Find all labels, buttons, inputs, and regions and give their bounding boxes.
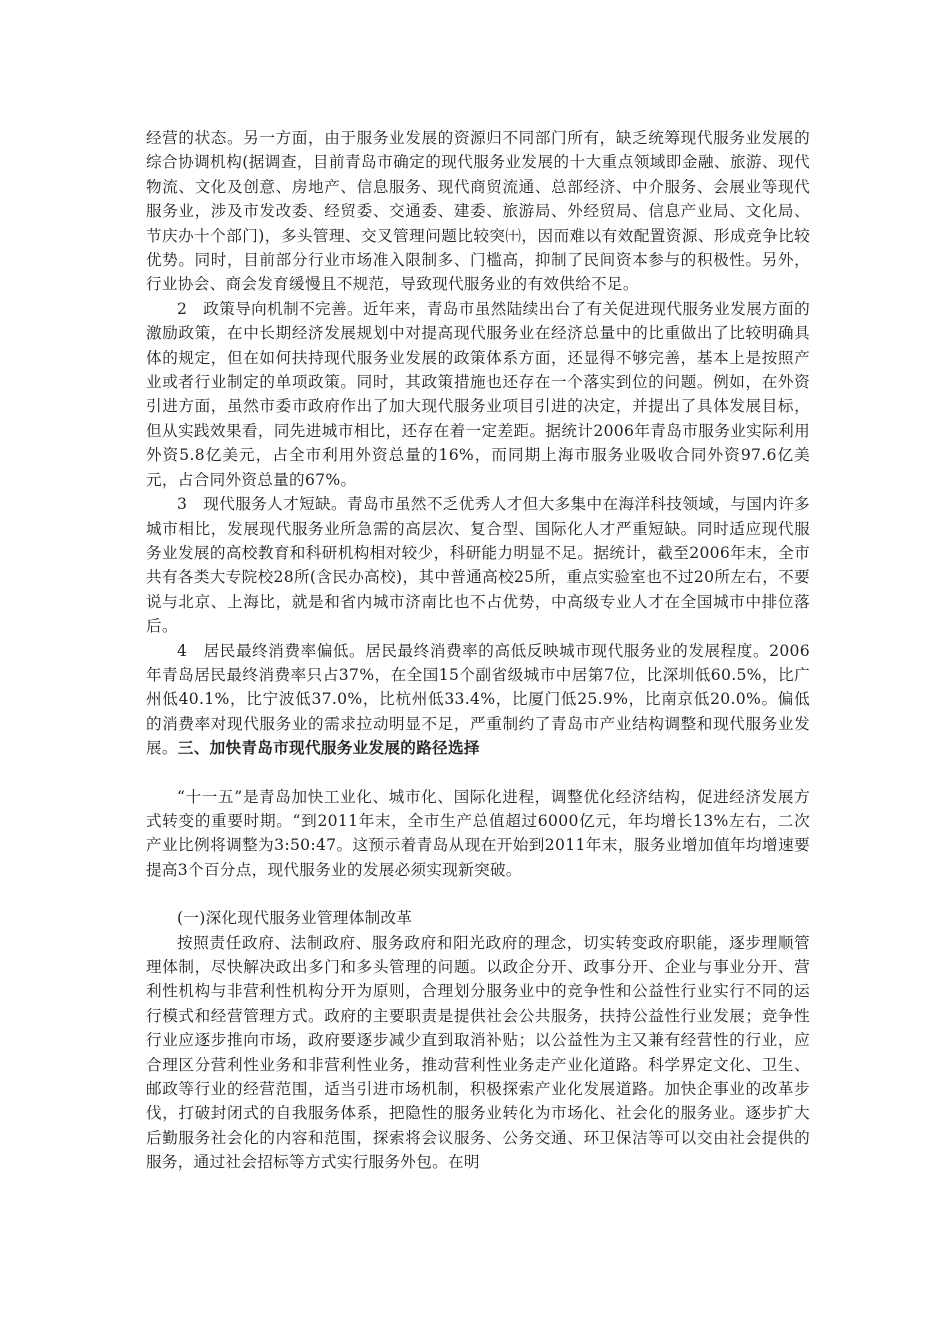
paragraph-five-year-plan: “十一五”是青岛加快工业化、城市化、国际化进程，调整优化经济结构，促进经济发展方式转变的重要时期。“到2011年末，全市生产总值超过6000亿元，年均增长13%左右，二次产业比例将调整为3:50:47。这预示着青岛从现在开始到2011年末，服务业增加值年均增速要提高3个百分点，现代服务业的发展必须实现新突破。 xyxy=(146,787,810,879)
paragraph-talent: 3 现代服务人才短缺。青岛市虽然不乏优秀人才但大多集中在海洋科技领域，与国内许多城市相比，发展现代服务业所急需的高层次、复合型、国际化人才严重短缺。同时适应现代服务业发展的高校教育和科研机构相对较少，科研能力明显不足。据统计，截至2006年末，全市共有各类大专院校28所(含民办高校)，其中普通高校25所，重点实验室也不过20所左右，不要说与北京、上海比，就是和省内城市济南比也不占优势，中高级专业人才在全国城市中排位落后。 xyxy=(146,495,810,636)
document-page xyxy=(146,126,810,1175)
paragraph-consumption xyxy=(146,639,810,761)
paragraph-intro: 经营的状态。另一方面，由于服务业发展的资源归不同部门所有，缺乏统筹现代服务业发展的综合协调机构(据调查，目前青岛市确定的现代服务业发展的十大重点领域即金融、旅游、现代物流、文化及创意、房地产、信息服务、现代商贸流通、总部经济、中介服务、会展业等现代服务业，涉及市发改委、经贸委、交通委、建委、旅游局、外经贸局、信息产业局、文化局、节庆办十个部门)，多头管理、交叉管理问题比较突㈩，因而难以有效配置资源、形成竞争比较优势。同时，目前部分行业市场准入限制多、门槛高，抑制了民间资本参与的积极性。另外，行业协会、商会发育缓慢且不规范，导致现代服务业的有效供给不足。 xyxy=(146,129,810,294)
paragraph-consumption-text: 4 居民最终消费率偏低。居民最终消费率的高低反映城市现代服务业的发展程度。2006年青岛居民最终消费率只占37%，在全国15个副省级城市中居第7位，比深圳低60.5%，比广州低40.1%，比宁波低37.0%，比杭州低33.4%，比厦门低25.9%，比南京低20.0%。偏低的消费率对现代服务业的需求拉动明显不足，严重制约了青岛市产业结构调整和现代服务业发展。 xyxy=(146,641,810,758)
sub-heading: (一)深化现代服务业管理体制改革 xyxy=(177,909,413,928)
paragraph-policy: 2 政策导向机制不完善。近年来，青岛市虽然陆续出台了有关促进现代服务业发展方面的激励政策，在中长期经济发展规划中对提高现代服务业在经济总量中的比重做出了比较明确具体的规定，但在如何扶持现代服务业发展的政策体系方面，还显得不够完善，基本上是按照产业或者行业制定的单项政策。同时，其政策措施也还存在一个落实到位的问题。例如，在外资引进方面，虽然市委市政府作出了加大现代服务业项目引进的决定，并提出了具体发展目标，但从实践效果看，同先进城市相比，还存在着一定差距。据统计2006年青岛市服务业实际利用外资5.8亿美元，占全市利用外资总量的16%，而同期上海市服务业吸收合同外资97.6亿美元，占合同外资总量的67%。 xyxy=(146,299,810,489)
section-heading: 三、加快青岛市现代服务业发展的路径选择 xyxy=(177,738,480,758)
paragraph-reform: 按照责任政府、法制政府、服务政府和阳光政府的理念，切实转变政府职能，逐步理顺管理体制，尽快解决政出多门和多头管理的问题。以政企分开、政事分开、企业与事业分开、营利性机构与非营利性机构分开为原则，合理划分服务业中的竞争性和公益性行业实行不同的运行模式和经营管理方式。政府的主要职责是提供社会公共服务，扶持公益性行业发展；竞争性行业应逐步推向市场，政府要逐步减少直到取消补贴；以公益性为主又兼有经营性的行业，应合理区分营利性业务和非营利性业务，推动营利性业务走产业化道路。科学界定文化、卫生、邮政等行业的经营范围，适当引进市场机制，积极探索产业化发展道路。加快企事业的改革步伐，打破封闭式的自我服务体系，把隐性的服务业转化为市场化、社会化的服务业。逐步扩大后勤服务社会化的内容和范围，探索将会议服务、公务交通、环卫保洁等可以交由社会提供的服务，通过社会招标等方式实行服务外包。在明 xyxy=(146,933,810,1172)
